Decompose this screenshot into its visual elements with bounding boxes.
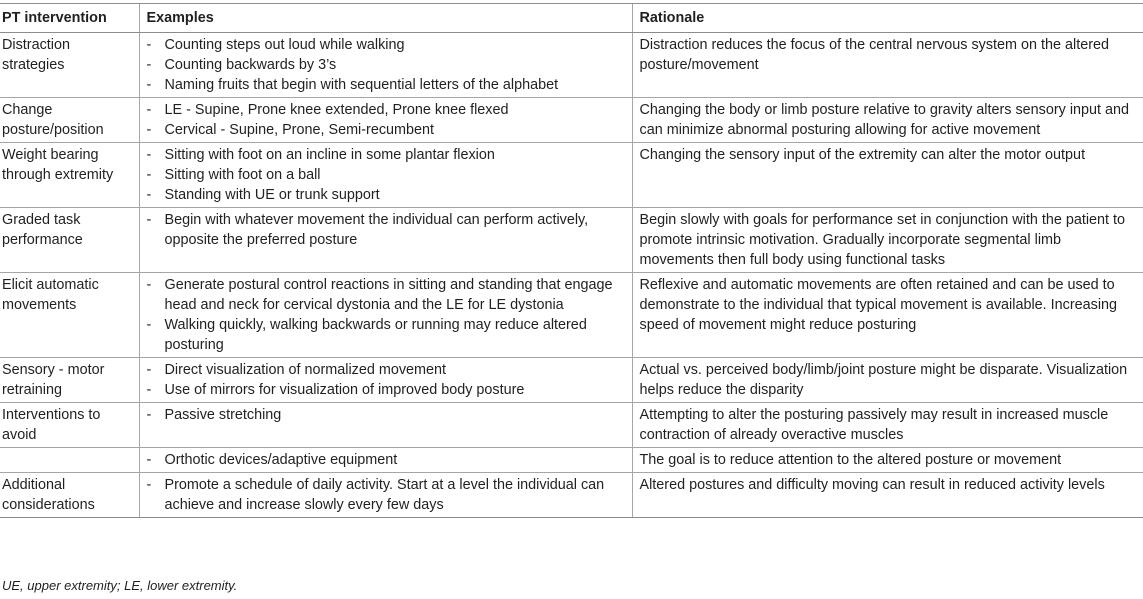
examples-cell (139, 33, 632, 98)
table-row (0, 403, 1143, 448)
list-dash: - (146, 57, 152, 73)
table-row (0, 33, 1143, 98)
example-text: Cervical - Supine, Prone, Semi-recumbent (164, 122, 435, 138)
list-item (147, 145, 628, 165)
examples-list (147, 360, 628, 400)
list-item (147, 75, 628, 95)
examples-cell (139, 143, 632, 208)
list-item (147, 380, 628, 400)
table-row (0, 98, 1143, 143)
table-footnote: UE, upper extremity; LE, lower extremity. (2, 578, 238, 593)
rationale-cell: Distraction reduces the focus of the central nervous system on the altered posture/movement (632, 33, 1143, 98)
list-dash: - (146, 212, 152, 228)
example-text: Counting backwards by 3’s (164, 57, 337, 73)
table-row (0, 473, 1143, 518)
intervention-cell: Additional considerations (0, 473, 139, 518)
list-item (147, 185, 628, 205)
examples-cell (139, 273, 632, 358)
example-text: Begin with whatever movement the individual can perform actively, opposite the preferred posture (164, 212, 589, 248)
rationale-cell: Attempting to alter the posturing passively may result in increased muscle contraction of already overactive muscles (632, 403, 1143, 448)
list-dash: - (146, 452, 152, 468)
header-pt-intervention: PT intervention (0, 4, 139, 33)
table-row (0, 273, 1143, 358)
examples-cell (139, 473, 632, 518)
header-examples: Examples (139, 4, 632, 33)
list-item (147, 35, 628, 55)
list-item (147, 275, 628, 315)
examples-list (147, 210, 628, 250)
list-dash: - (146, 147, 152, 163)
list-dash: - (146, 382, 152, 398)
intervention-cell: Elicit automatic movements (0, 273, 139, 358)
rationale-cell: Altered postures and difficulty moving can result in reduced activity levels (632, 473, 1143, 518)
list-dash: - (146, 77, 152, 93)
list-item (147, 55, 628, 75)
list-dash: - (146, 187, 152, 203)
list-item (147, 100, 628, 120)
list-item (147, 120, 628, 140)
list-dash: - (146, 122, 152, 138)
rationale-cell: Reflexive and automatic movements are often retained and can be used to demonstrate to the individual that typical movement is available. Increasing speed of movement might reduce posturing (632, 273, 1143, 358)
rationale-cell: Changing the body or limb posture relative to gravity alters sensory input and can minimize abnormal posturing allowing for active movement (632, 98, 1143, 143)
list-dash: - (146, 407, 152, 423)
rationale-cell: Changing the sensory input of the extremity can alter the motor output (632, 143, 1143, 208)
example-text: Sitting with foot on an incline in some plantar flexion (164, 147, 495, 163)
list-dash: - (146, 37, 152, 53)
intervention-cell: Weight bearing through extremity (0, 143, 139, 208)
example-text: Generate postural control reactions in sitting and standing that engage head and neck for cervical dystonia and the LE for LE dystonia (164, 277, 613, 313)
example-text: Sitting with foot on a ball (164, 167, 321, 183)
intervention-table (0, 3, 1143, 518)
table-row (0, 358, 1143, 403)
example-text: Counting steps out loud while walking (164, 37, 405, 53)
examples-list (147, 450, 628, 470)
examples-cell (139, 208, 632, 273)
table-body (0, 33, 1143, 518)
intervention-cell: Distraction strategies (0, 33, 139, 98)
list-dash: - (146, 317, 152, 333)
intervention-cell: Interventions to avoid (0, 403, 139, 448)
examples-cell (139, 448, 632, 473)
example-text: LE - Supine, Prone knee extended, Prone knee flexed (164, 102, 509, 118)
example-text: Walking quickly, walking backwards or running may reduce altered posturing (164, 317, 587, 353)
table-row (0, 143, 1143, 208)
example-text: Direct visualization of normalized movement (164, 362, 447, 378)
example-text: Orthotic devices/adaptive equipment (164, 452, 398, 468)
example-text: Passive stretching (164, 407, 282, 423)
examples-list (147, 275, 628, 355)
intervention-cell: Graded task performance (0, 208, 139, 273)
header-rationale: Rationale (632, 4, 1143, 33)
rationale-cell: Actual vs. perceived body/limb/joint posture might be disparate. Visualization helps reduce the disparity (632, 358, 1143, 403)
list-item (147, 475, 628, 515)
list-item (147, 210, 628, 250)
list-item (147, 360, 628, 380)
header-row (0, 4, 1143, 33)
example-text: Promote a schedule of daily activity. Start at a level the individual can achieve and increase slowly every few days (164, 477, 605, 513)
intervention-cell: Change posture/position (0, 98, 139, 143)
rationale-cell: The goal is to reduce attention to the altered posture or movement (632, 448, 1143, 473)
examples-cell (139, 358, 632, 403)
list-item (147, 315, 628, 355)
example-text: Use of mirrors for visualization of improved body posture (164, 382, 525, 398)
intervention-cell (0, 448, 139, 473)
list-dash: - (146, 477, 152, 493)
list-item (147, 165, 628, 185)
rationale-cell: Begin slowly with goals for performance set in conjunction with the patient to promote intrinsic motivation. Gradually incorporate segmental limb movements then full body using functional tasks (632, 208, 1143, 273)
list-item (147, 450, 628, 470)
examples-list (147, 35, 628, 95)
examples-list (147, 100, 628, 140)
examples-cell (139, 98, 632, 143)
examples-list (147, 475, 628, 515)
list-dash: - (146, 167, 152, 183)
example-text: Standing with UE or trunk support (164, 187, 380, 203)
intervention-cell: Sensory - motor retraining (0, 358, 139, 403)
examples-cell (139, 403, 632, 448)
list-dash: - (146, 277, 152, 293)
list-dash: - (146, 362, 152, 378)
examples-list (147, 145, 628, 205)
example-text: Naming fruits that begin with sequential letters of the alphabet (164, 77, 559, 93)
table-row (0, 208, 1143, 273)
examples-list (147, 405, 628, 425)
table-row (0, 448, 1143, 473)
list-item (147, 405, 628, 425)
list-dash: - (146, 102, 152, 118)
